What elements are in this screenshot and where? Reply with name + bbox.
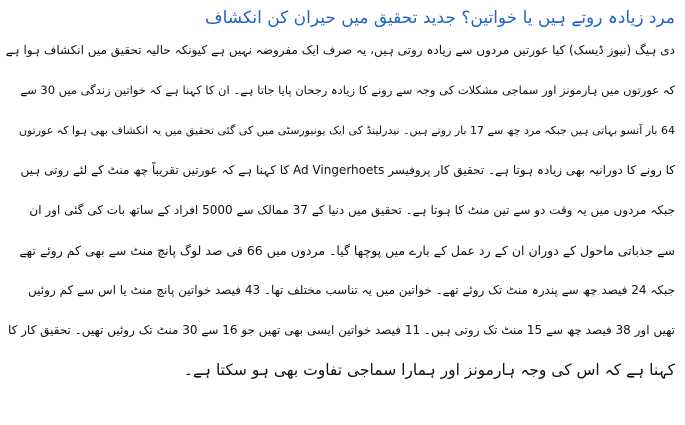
article-line: دی ہیگ (نیوز ڈیسک) کیا عورتیں مردوں سے زیادہ روتی ہیں، یہ صرف ایک مفروضہ نہیں ہے کیونکہ حالیہ تحقیق میں انکشاف ہوا ہے	[5, 43, 675, 57]
article-line: جبکہ 24 فیصد چھ سے پندرہ منٹ تک روئے تھے۔ خواتین میں یہ تناسب مختلف تھا۔ 43 فیصد خواتین پانچ منٹ یا اس سے کم روئیں	[28, 283, 675, 297]
article-line: جبکہ مردوں میں یہ وقت دو سے تین منٹ کا ہوتا ہے۔ تحقیق میں دنیا کے 37 ممالک سے 5000 افراد کے ساتھ بات کی گئی اور ان	[29, 203, 675, 217]
article-headline: مرد زیادہ روتے ہیں یا خواتین؟ جدید تحقیق میں حیران کن انکشاف	[205, 8, 675, 28]
article-body	[6, 40, 675, 384]
article-line: کہ عورتوں میں ہارمونز اور سماجی مشکلات کی وجہ سے رونے کا زیادہ رجحان پایا جاتا ہے۔ ان کا کہنا ہے کہ خواتین زندگی میں 30 سے	[20, 83, 675, 97]
article-line: سے جذباتی ماحول کے دوران ان کے رد عمل کے بارے میں پوچھا گیا۔ مردوں میں 66 فی صد لوگ پانچ منٹ سے بھی کم روئے تھے	[19, 243, 675, 258]
article-line: کہنا ہے کہ اس کی وجہ ہارمونز اور ہمارا سماجی تفاوت بھی ہو سکتا ہے۔	[183, 361, 675, 379]
article-line: تھیں اور 38 فیصد چھ سے 15 منٹ تک روتی ہیں۔ 11 فیصد خواتین ایسی بھی تھیں جو 16 سے 30 منٹ تک روئیں تھیں۔ تحقیق کار کا	[7, 323, 675, 337]
article-line: کا رونے کا دورانیہ بھی زیادہ ہوتا ہے۔ تحقیق کار پروفیسر Ad Vingerhoets کا کہنا ہے کہ عورتیں تقریباً چھ منٹ کے لئے روتی ہیں	[20, 163, 675, 177]
article-line: 64 بار آنسو بہاتی ہیں جبکہ مرد چھ سے 17 بار روتے ہیں۔ نیدرلینڈ کی ایک یونیورسٹی میں کی گئی تحقیق میں یہ انکشاف بھی ہوا کہ عورتوں	[18, 124, 675, 137]
